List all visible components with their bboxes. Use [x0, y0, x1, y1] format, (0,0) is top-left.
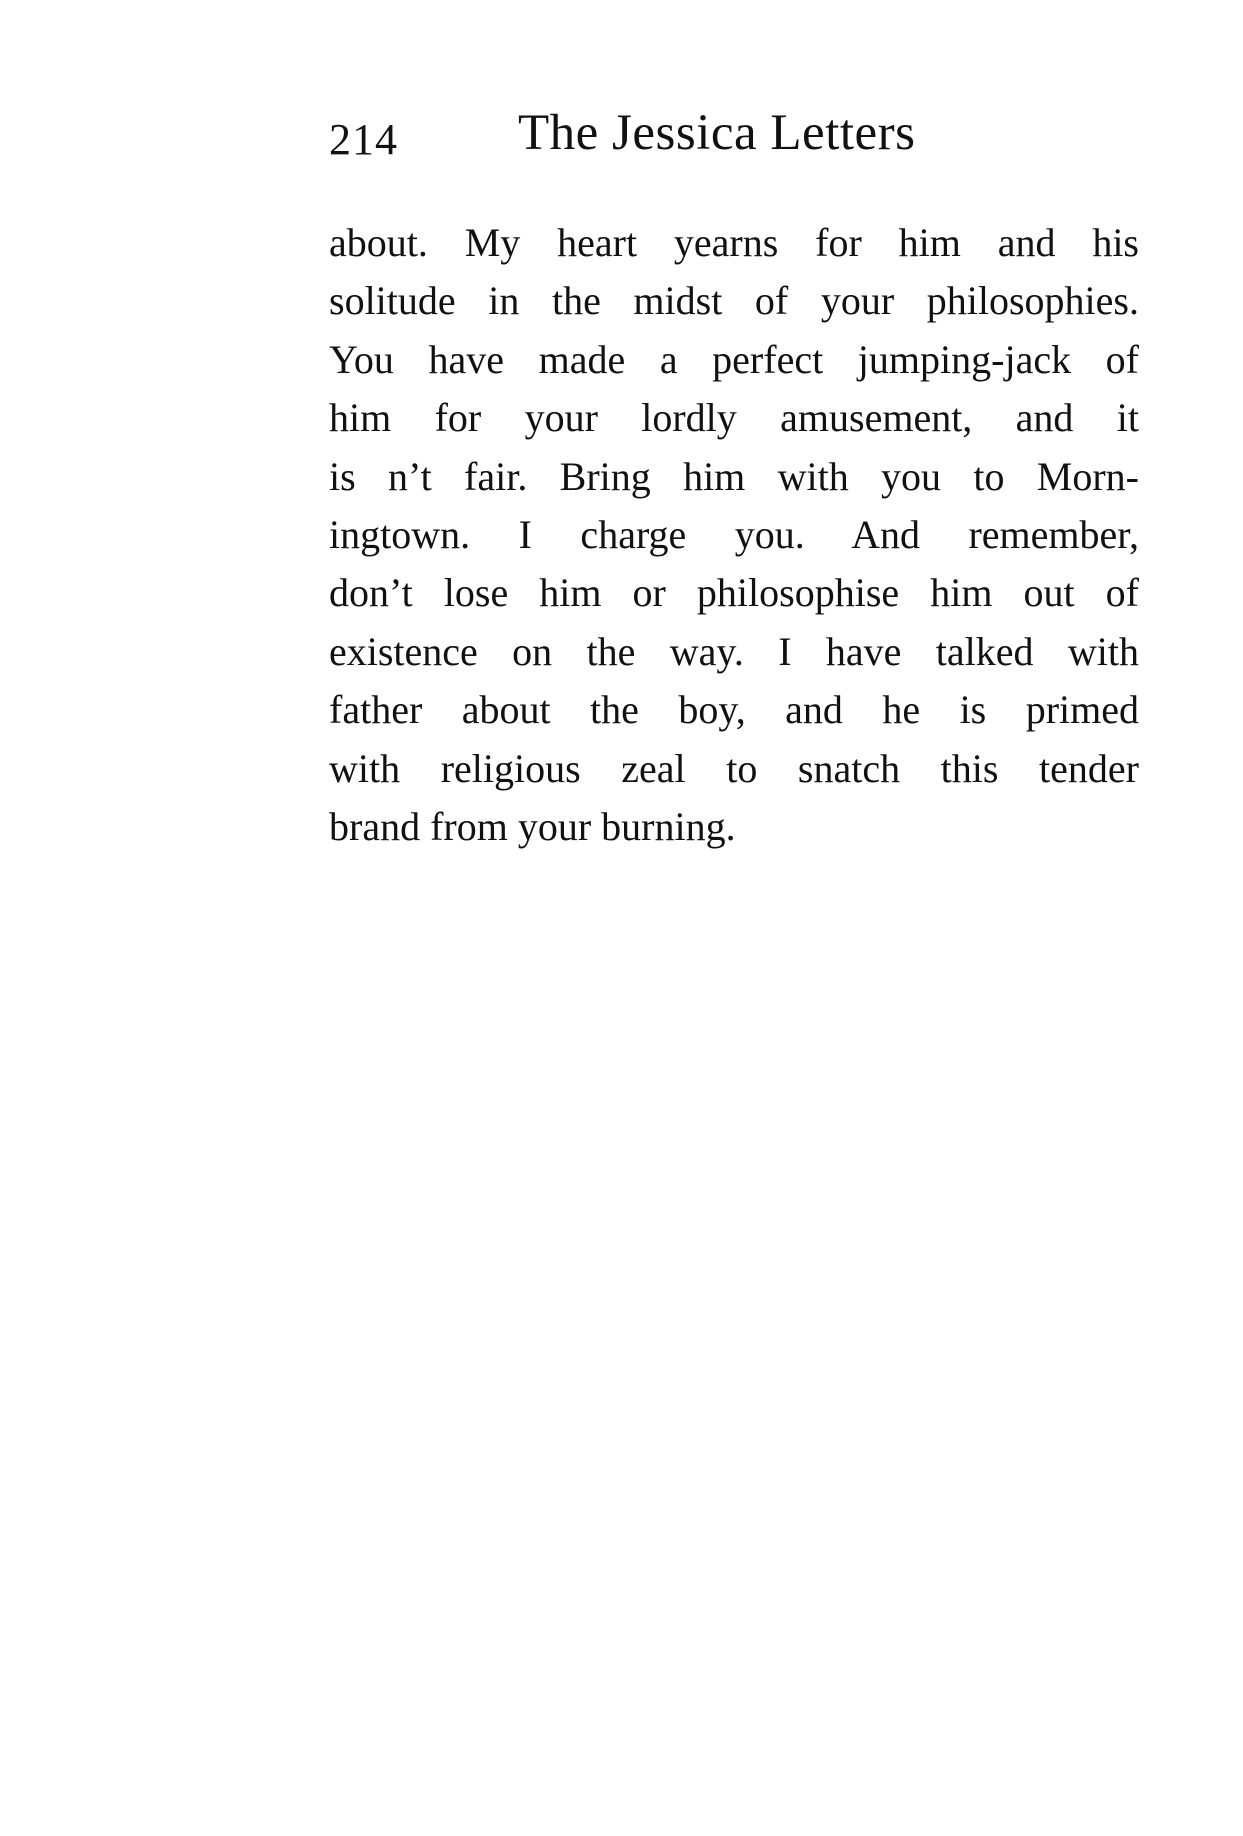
body-text — [329, 214, 1139, 856]
running-head — [329, 104, 1149, 174]
text-line: solitude in the midst of your philosophies. — [329, 278, 1139, 324]
page-number: 214 — [329, 115, 398, 164]
text-line: with religious zeal to snatch this tender — [329, 745, 1139, 791]
text-line: You have made a perfect jumping-jack of — [329, 336, 1139, 382]
text-line: don’t lose him or philosophise him out of — [329, 570, 1139, 616]
text-line: about. My heart yearns for him and his — [329, 220, 1139, 265]
text-line: ingtown. I charge you. And remember, — [329, 511, 1139, 557]
text-line: is n’t fair. Bring him with you to Morn- — [329, 453, 1139, 499]
running-title: The Jessica Letters — [518, 105, 916, 161]
text-line: father about the boy, and he is primed — [329, 687, 1139, 733]
text-line: him for your lordly amusement, and it — [329, 395, 1139, 441]
text-line: brand from your burning. — [329, 803, 736, 849]
text-line: existence on the way. I have talked with — [329, 628, 1139, 674]
